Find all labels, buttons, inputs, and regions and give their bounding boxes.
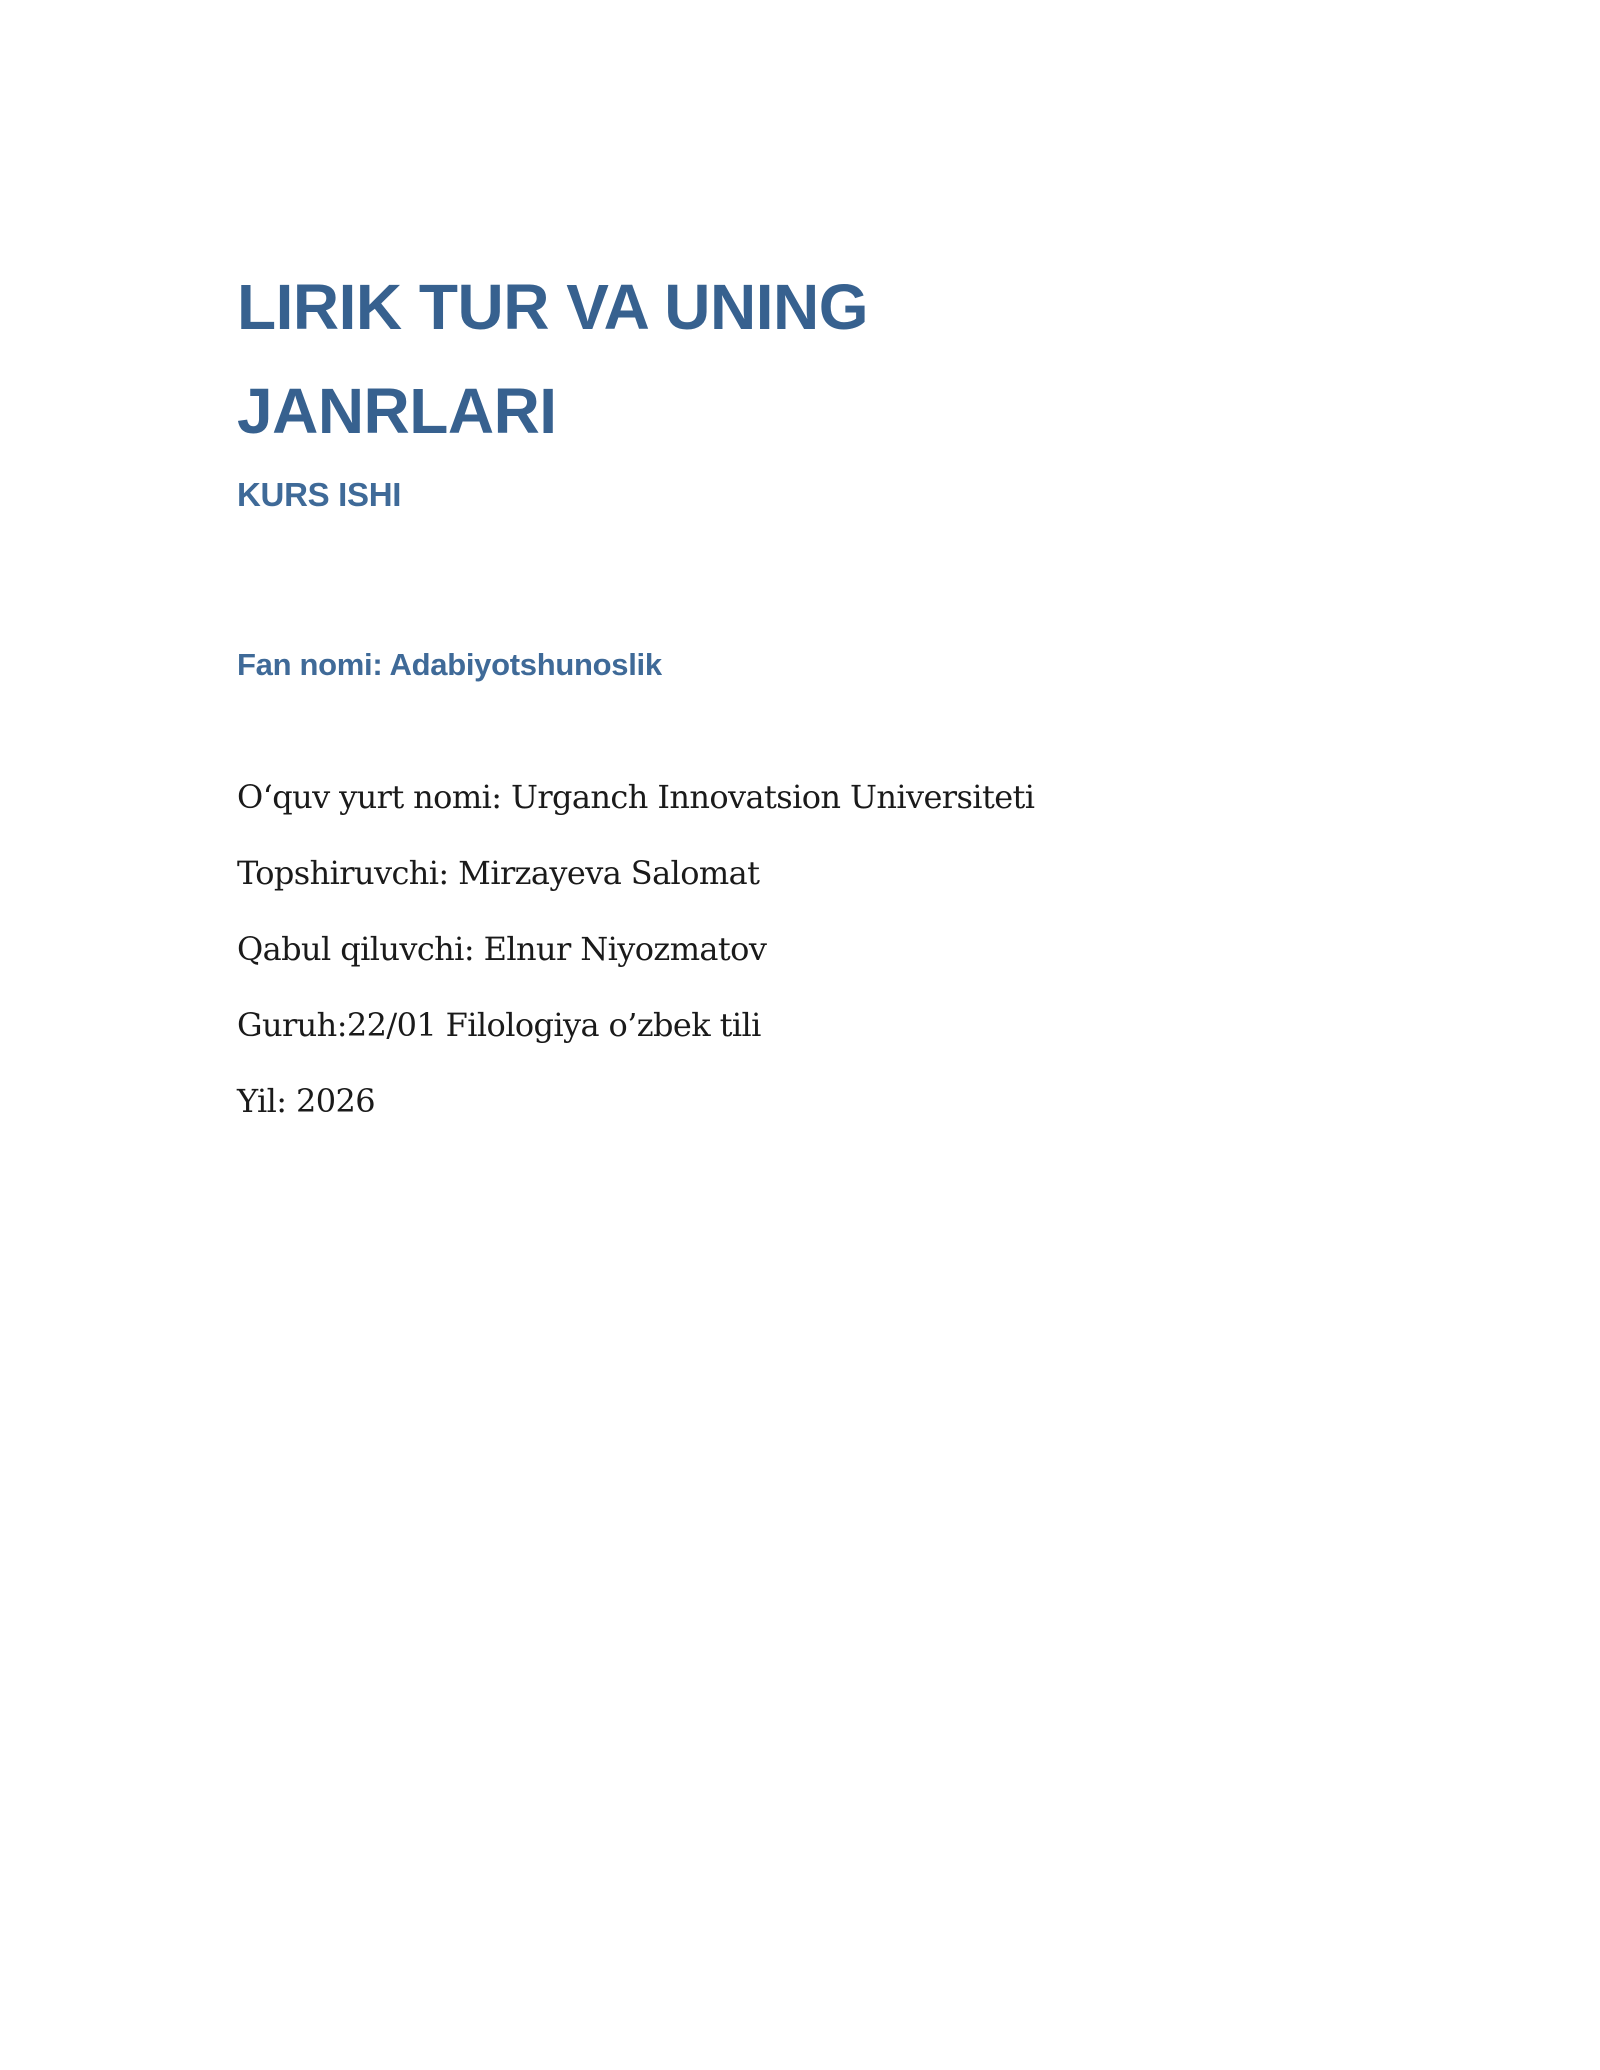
document-subtitle: KURS ISHI [237, 476, 402, 513]
info-list [237, 759, 1367, 1139]
title-line-1: LIRIK TUR VA UNING [237, 271, 868, 343]
title-line-2: JANRLARI [237, 375, 557, 447]
receiver-line: Qabul qiluvchi: Elnur Niyozmatov [237, 930, 767, 968]
title-page-content [237, 255, 1367, 1139]
institution-line: O‘quv yurt nomi: Urganch Innovatsion Universiteti [237, 778, 1035, 816]
group-line: Guruh:22/01 Filologiya o’zbek tili [237, 1006, 761, 1044]
year-line: Yil: 2026 [237, 1082, 376, 1120]
document-title [237, 255, 1367, 463]
subject-name: Fan nomi: Adabiyotshunoslik [237, 647, 662, 682]
submitter-line: Topshiruvchi: Mirzayeva Salomat [237, 854, 760, 892]
